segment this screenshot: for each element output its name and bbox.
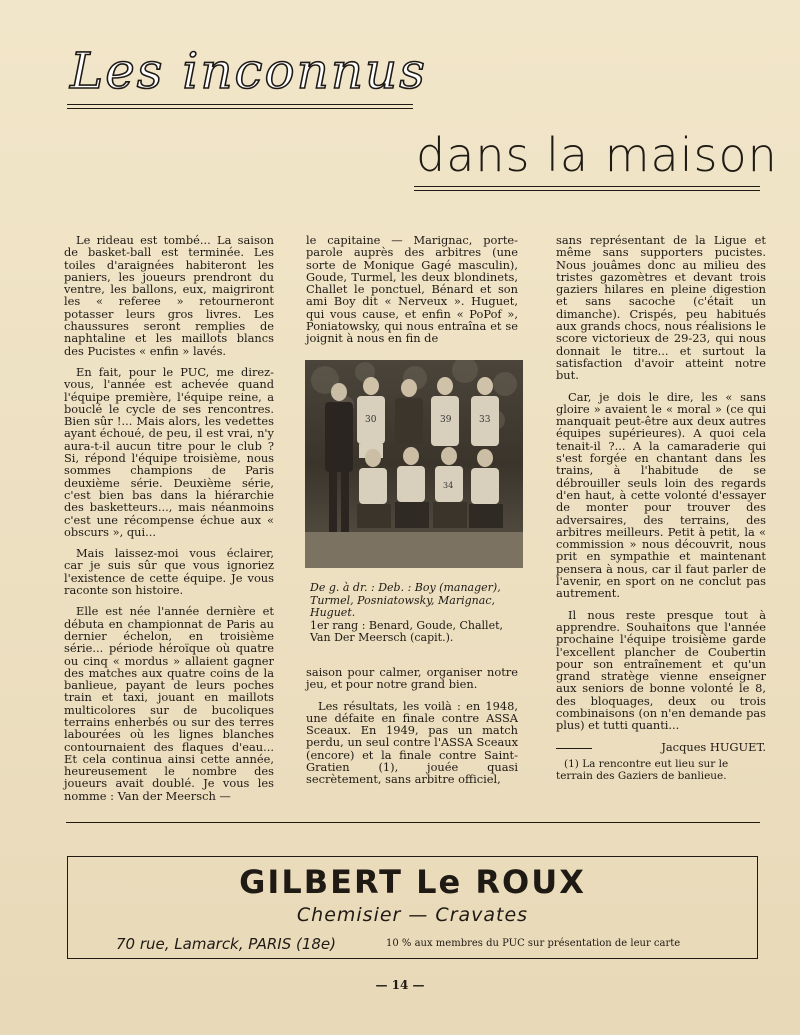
headline-script: Les inconnus — [70, 42, 427, 100]
paragraph: Le rideau est tombé... La saison de basket-ball est terminée. Les toiles d'araignées habiteront les paniers, les joueurs prendront du ventre, les ballons, eux, maigriront les « referee » retourneront potasser leurs gros livres. Les chaussures seront remplies de naphtaline et les maillots blancs des Pucistes « enfin » lavés. — [64, 233, 274, 358]
svg-text:30: 30 — [365, 415, 377, 425]
paragraph: Car, je dois le dire, les « sans gloire » avaient le « moral » (ce qui manquait peut-être aux deux autres équipes supérieures). A quoi cela tenait-il ?... A la camaraderie qui s'est forgée en chantant dans les trains, à l'habitude de se débrouiller seuls loin des regards d'en haut, à cette volonté d'essayer de monter pour trouver des adversaires, des terrains, des arbitres meilleurs. Petit à petit, la « commission » nous découvrit, nous prit en sympathie et maintenant pensera à nous, car il faut parler de l'avenir, en sport on ne conclut pas autrement. — [556, 389, 766, 601]
article-column-2-bottom — [306, 666, 518, 795]
svg-text:33: 33 — [479, 415, 491, 425]
caption-line: De g. à dr. : Deb. : Boy (manager), Turmel, Posniatowsky, Marignac, Huguet. — [310, 581, 501, 619]
headline-rule — [67, 108, 413, 109]
article-column-2-top — [306, 234, 518, 354]
article-column-3 — [556, 234, 766, 753]
paragraph: Il nous reste presque tout à apprendre. Souhaitons que l'année prochaine l'équipe troisième garde l'excellent plancher de Coubertin pour son entraînement et qu'un grand stratège vienne enseigner aux seniors de bonne volonté le 8, des bloquages, deux ou trois combinaisons (on n'en demande pas plus) et tutti quanti... — [556, 607, 766, 733]
ad-discount-note: 10 % aux membres du PUC sur présentation de leur carte — [386, 938, 681, 949]
author-signature: Jacques HUGUET. — [661, 739, 766, 754]
subtitle-rule — [414, 186, 760, 187]
svg-text:39: 39 — [440, 415, 452, 425]
team-photo — [305, 360, 523, 568]
ad-subtitle: Chemisier — Cravates — [296, 904, 529, 926]
footnote-rule — [556, 748, 592, 749]
headline-subtitle: dans la maison — [416, 128, 778, 182]
paragraph: Les résultats, les voilà : en 1948, une défaite en finale contre ASSA Sceaux. En 1949, pas un match perdu, un seul contre l'ASSA Sceaux (encore) et la finale contre Saint-Gratien (1), jouée quasi secrètement, sans arbitre officiel, — [306, 698, 518, 787]
paragraph: saison pour calmer, organiser notre jeu, et pour notre grand bien. — [306, 665, 518, 692]
footnote: (1) La rencontre eut lieu sur le terrain des Gaziers de banlieue. — [556, 758, 729, 782]
svg-text:34: 34 — [443, 481, 454, 490]
paragraph: Mais laissez-moi vous éclairer, car je suis sûr que vous ignoriez l'existence de cette équipe. Je vous raconte son histoire. — [64, 546, 274, 598]
article-column-1 — [64, 234, 274, 811]
headline-rule — [67, 104, 413, 105]
paragraph: Elle est née l'année dernière et débuta en championnat de Paris au dernier échelon, en troisième série... période héroïque où quatre ou cinq « mordus » allaient gagner des matches aux quatre coins de la banlieue, payant de leurs poches train et taxi, jouant en maillots multicolores sur de bucoliques terrains enherbés ou sur des terres labourées où les lignes blanches contournaient des flaques d'eau... Et cela continua ainsi cette année, heureusement le nombre des joueurs avait doublé. Je vous les nomme : Van der Meersch — — [64, 604, 274, 803]
advertisement-box — [67, 856, 758, 959]
paragraph: sans représentant de la Ligue et même sans supporters pucistes. Nous jouâmes donc au milieu des tristes gazomètres et devant trois gaziers hilares en pleine digestion et sans sacoche (c'était un dimanche). Crispés, peu habitués aux grands chocs, nous réalisions le score victorieux de 29-23, qui nous donnait le titre... et surtout la satisfaction d'avoir atteint notre but. — [556, 233, 766, 383]
paragraph: le capitaine — Marignac, porte-parole auprès des arbitres (une sorte de Monique Gagé masculin), Goude, Turmel, les deux blondinets, Challet le ponctuel, Bénard et son ami Boy dit « Nerveux ». Huguet, qui vous cause, et enfin « PoPof », Poniatowsky, qui nous entraîna et se joignit à nous en fin de — [306, 233, 518, 346]
paragraph: En fait, pour le PUC, me direz-vous, l'année est achevée quand l'équipe première, l'équipe reine, a bouclé le cycle de ses rencontres. Bien sûr !... Mais alors, les vedettes ayant échoué, de peu, il est vrai, n'y aura-t-il aucun titre pour le club ? Si, répond l'équipe troisième, nous sommes champions de Paris deuxième série. Deuxième série, c'est bien bas dans la hiérarchie des basketteurs..., mais néanmoins c'est une récompense échue aux « obscurs », qui... — [64, 364, 274, 539]
ad-business-name: GILBERT Le ROUX — [239, 863, 586, 901]
page-number — [0, 978, 800, 992]
subtitle-rule — [414, 190, 760, 191]
caption-line: 1er rang : Benard, Goude, Challet, Van Der Meersch (capit.). — [310, 618, 503, 644]
photo-caption — [310, 582, 525, 645]
page-number-text: — 14 — — [375, 978, 425, 992]
ad-address: 70 rue, Lamarck, PARIS (18e) — [116, 935, 336, 953]
separator-line — [66, 822, 760, 823]
